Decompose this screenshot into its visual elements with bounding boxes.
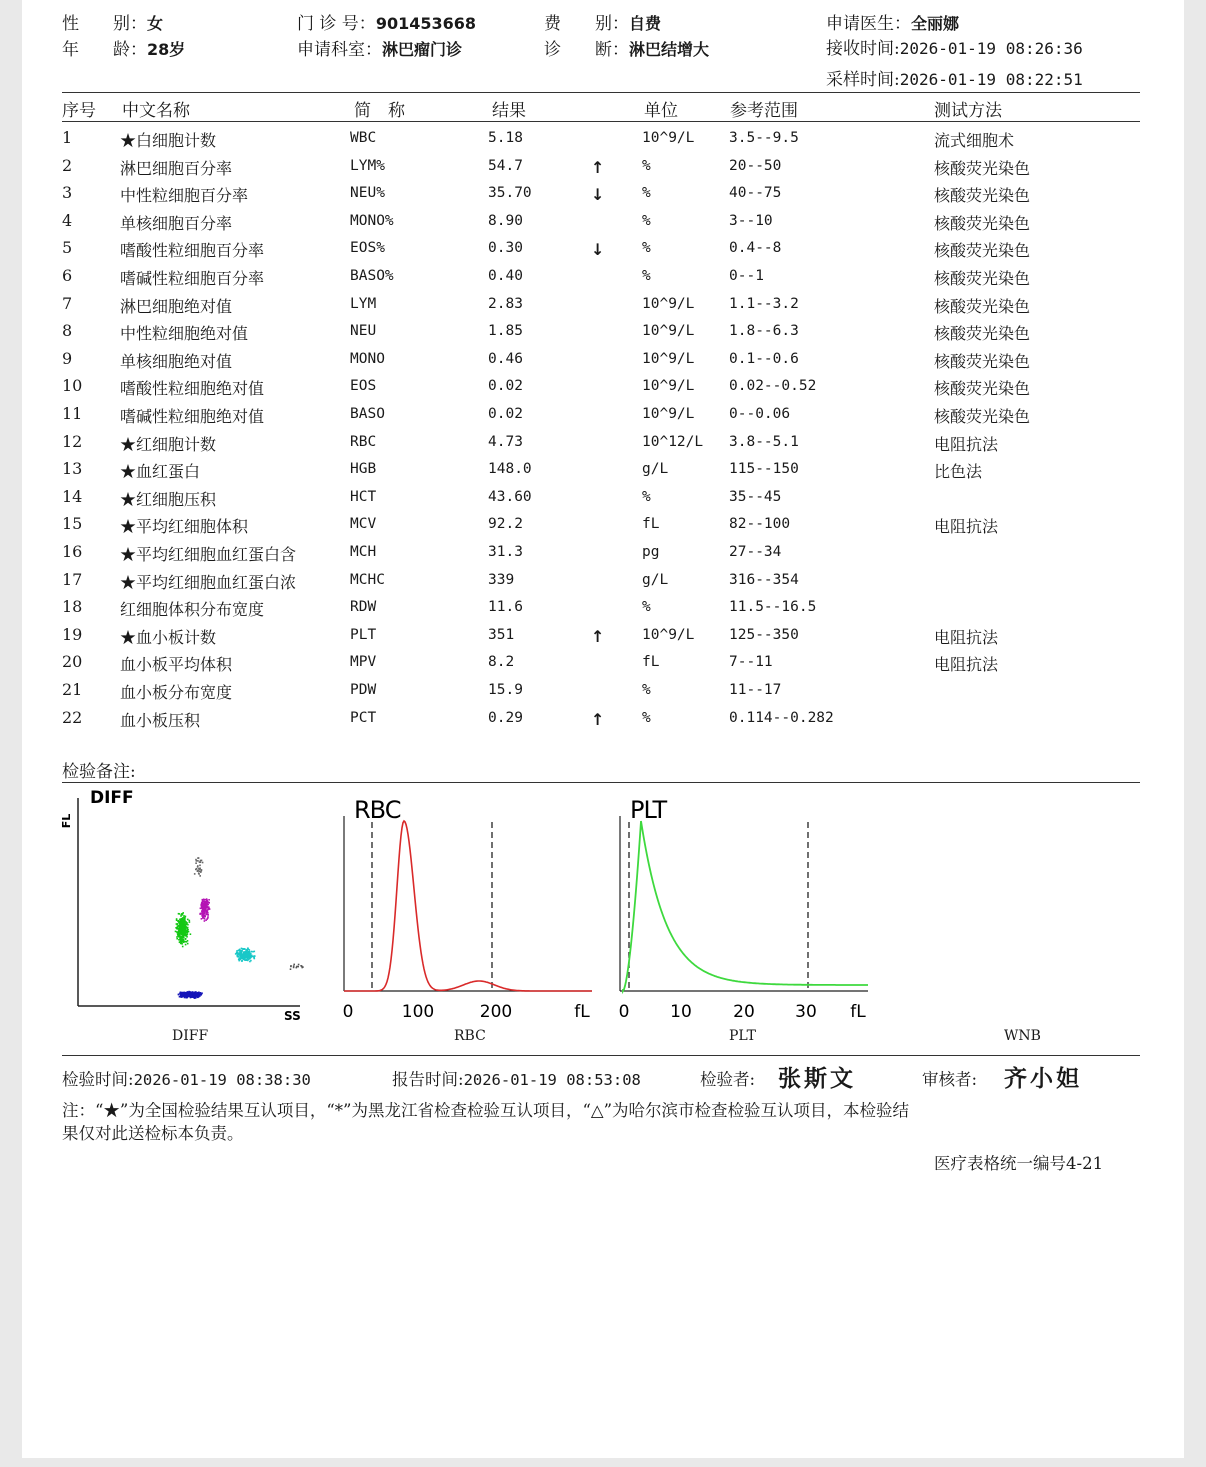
row-number: 21 <box>62 680 83 699</box>
test-unit: 10^9/L <box>642 350 695 367</box>
test-result: 0.02 <box>488 406 523 422</box>
header-top-rule <box>62 92 1140 93</box>
row-number: 1 <box>62 128 73 147</box>
test-unit: fL <box>642 516 660 533</box>
table-row <box>22 487 1184 514</box>
table-row <box>22 156 1184 183</box>
test-name: 嗜碱性粒细胞百分率 <box>120 269 265 288</box>
form-number: 医疗表格统一编号4-21 <box>934 1154 1104 1173</box>
table-row <box>22 514 1184 541</box>
test-unit: % <box>642 599 651 616</box>
plt-tick-0: 0 <box>618 1002 630 1022</box>
test-unit: % <box>642 709 651 726</box>
test-method: 核酸荧光染色 <box>934 379 1031 399</box>
test-unit: 10^9/L <box>642 323 695 340</box>
row-number: 22 <box>62 707 83 727</box>
table-row <box>22 432 1184 459</box>
test-result: 31.3 <box>488 544 523 560</box>
diff-cell-clusters <box>175 857 304 999</box>
reference-range: 11.5--16.5 <box>729 599 817 616</box>
test-method: 核酸荧光染色 <box>934 269 1031 288</box>
tester-label: 检验者: <box>700 1070 756 1089</box>
row-number: 13 <box>62 459 83 479</box>
rbc-tick-unit: fL <box>574 1002 590 1022</box>
reference-range: 0--0.06 <box>729 406 791 422</box>
table-row <box>22 652 1184 679</box>
test-abbr: RBC <box>350 433 377 450</box>
test-name: 单核细胞绝对值 <box>120 351 233 371</box>
remarks-rule <box>62 782 1140 783</box>
table-row <box>22 266 1184 293</box>
table-row <box>22 211 1184 238</box>
reference-range: 0.114--0.282 <box>729 709 834 726</box>
reviewer-label: 审核者: <box>922 1070 978 1089</box>
test-name: ★血红蛋白 <box>120 462 201 482</box>
reference-range: 20--50 <box>729 157 782 174</box>
test-name: 中性粒细胞百分率 <box>120 186 249 206</box>
test-name: 嗜碱性粒细胞绝对值 <box>120 407 265 426</box>
col-header-result: 结果 <box>492 101 526 121</box>
test-abbr: PDW <box>350 682 377 698</box>
test-abbr: MONO% <box>350 212 394 229</box>
test-abbr: MCHC <box>350 571 385 588</box>
test-result: 4.73 <box>488 433 523 450</box>
test-name: ★平均红细胞血红蛋白浓 <box>120 572 297 592</box>
rbc-tick-0: 0 <box>342 1002 354 1022</box>
row-number: 15 <box>62 514 83 534</box>
test-method: 比色法 <box>934 462 983 482</box>
reference-range: 7--11 <box>729 654 773 671</box>
test-abbr: EOS% <box>350 240 385 257</box>
test-abbr: EOS <box>350 378 377 395</box>
row-number: 8 <box>62 321 73 341</box>
table-row <box>22 238 1184 265</box>
test-unit: % <box>642 157 651 174</box>
footer-rule <box>62 1055 1140 1056</box>
reference-range: 3--10 <box>729 212 773 229</box>
test-name: 血小板平均体积 <box>120 655 233 675</box>
test-name: ★白细胞计数 <box>120 131 217 150</box>
test-name: 嗜酸性粒细胞百分率 <box>120 241 265 261</box>
test-unit: 10^9/L <box>642 626 695 643</box>
test-abbr: MCH <box>350 544 377 560</box>
test-result: 339 <box>488 571 515 588</box>
test-abbr: MONO <box>350 350 385 367</box>
abnormal-flag: ↑ <box>591 709 605 729</box>
age-field: 年 龄：28岁 <box>62 40 186 60</box>
col-header-range: 参考范围 <box>730 101 798 121</box>
table-row <box>22 183 1184 210</box>
reference-range: 115--150 <box>729 461 799 478</box>
header-bottom-rule <box>62 121 1140 122</box>
diff-scattergram <box>58 786 318 1026</box>
mutual-recognition-note-line1: 注：“★”为全国检验结果互认项目，“*”为黑龙江省检查检验互认项目，“△”为哈尔滨市检查检验互认项目，本检验结 <box>62 1101 910 1120</box>
test-method: 电阻抗法 <box>934 627 999 647</box>
plt-tick-30: 30 <box>795 1002 817 1022</box>
test-name: ★平均红细胞体积 <box>120 517 249 537</box>
test-result: 351 <box>488 626 515 643</box>
row-number: 16 <box>62 542 83 561</box>
reference-range: 40--75 <box>729 185 782 202</box>
reference-range: 125--350 <box>729 626 799 643</box>
row-number: 12 <box>62 431 83 451</box>
col-header-name: 中文名称 <box>122 101 190 121</box>
test-unit: g/L <box>642 571 669 588</box>
test-name: ★血小板计数 <box>120 627 217 647</box>
test-name: ★红细胞压积 <box>120 489 217 509</box>
test-abbr: LYM% <box>350 157 385 174</box>
col-header-no: 序号 <box>62 101 96 121</box>
test-abbr: BASO <box>350 406 385 422</box>
clinic-no-field: 门 诊 号：901453668 <box>297 14 477 34</box>
reference-range: 0--1 <box>729 268 764 284</box>
monocyte-cluster <box>235 947 256 962</box>
row-number: 7 <box>62 293 73 313</box>
plt-tick-unit: fL <box>850 1002 866 1022</box>
neutrophil-cluster <box>175 912 192 947</box>
test-unit: 10^9/L <box>642 130 695 146</box>
debris-dots <box>194 857 204 877</box>
test-unit: % <box>642 268 651 284</box>
test-unit: g/L <box>642 461 669 478</box>
mutual-recognition-note-line2: 果仅对此送检标本负责。 <box>62 1124 244 1143</box>
test-unit: % <box>642 240 651 257</box>
test-unit: pg <box>642 544 660 560</box>
table-row <box>22 459 1184 486</box>
abnormal-flag: ↑ <box>591 626 605 646</box>
col-header-method: 测试方法 <box>934 101 1002 121</box>
col-header-unit: 单位 <box>644 101 678 121</box>
test-method: 核酸荧光染色 <box>934 241 1031 261</box>
test-result: 8.2 <box>488 654 515 671</box>
test-unit: 10^9/L <box>642 295 695 312</box>
tester-signature: 张斯文 <box>778 1065 856 1092</box>
test-unit: 10^9/L <box>642 378 695 395</box>
row-number: 6 <box>62 266 73 285</box>
reference-range: 1.1--3.2 <box>729 295 799 312</box>
test-unit: 10^12/L <box>642 433 704 450</box>
test-unit: 10^9/L <box>642 406 695 422</box>
test-result: 0.40 <box>488 268 523 284</box>
rbc-histogram <box>334 786 604 1026</box>
test-method: 电阻抗法 <box>934 517 999 537</box>
abnormal-flag: ↓ <box>591 185 605 205</box>
abnormal-flag: ↑ <box>591 157 605 177</box>
test-abbr: NEU <box>350 323 377 340</box>
row-number: 4 <box>62 210 73 230</box>
test-abbr: HGB <box>350 461 377 478</box>
reference-range: 316--354 <box>729 571 799 588</box>
reference-range: 0.02--0.52 <box>729 378 817 395</box>
test-method: 核酸荧光染色 <box>934 158 1031 178</box>
test-name: 淋巴细胞绝对值 <box>120 296 233 316</box>
row-number: 20 <box>62 652 83 672</box>
reference-range: 82--100 <box>729 516 791 533</box>
test-name: ★红细胞计数 <box>120 434 217 454</box>
table-row <box>22 570 1184 597</box>
eosinophil-cluster <box>199 898 210 922</box>
lymphocyte-cluster <box>178 991 203 999</box>
outlier-dots <box>290 964 304 970</box>
test-method: 核酸荧光染色 <box>934 407 1031 426</box>
test-name: 单核细胞百分率 <box>120 213 233 233</box>
diff-title: DIFF <box>90 788 134 808</box>
sex-field: 性 别：女 <box>62 14 164 34</box>
plt-tick-10: 10 <box>670 1002 692 1022</box>
test-result: 8.90 <box>488 212 523 229</box>
test-result: 1.85 <box>488 323 523 340</box>
test-abbr: PLT <box>350 626 377 643</box>
test-unit: % <box>642 212 651 229</box>
test-result: 43.60 <box>488 488 532 505</box>
row-number: 19 <box>62 624 83 644</box>
table-row <box>22 349 1184 376</box>
test-result: 92.2 <box>488 516 523 533</box>
diff-x-axis-label: SS <box>284 1009 301 1023</box>
table-row <box>22 128 1184 155</box>
reviewer-signature: 齐小妲 <box>1004 1065 1082 1092</box>
test-time-field: 检验时间:2026-01-19 08:38:30 <box>62 1070 311 1089</box>
test-result: 0.02 <box>488 378 523 395</box>
test-result: 54.7 <box>488 157 523 174</box>
reference-range: 11--17 <box>729 682 782 698</box>
test-name: 红细胞体积分布宽度 <box>120 600 265 620</box>
plt-histogram <box>610 786 880 1026</box>
test-method: 核酸荧光染色 <box>934 296 1031 316</box>
test-method: 流式细胞术 <box>934 131 1015 150</box>
table-row <box>22 376 1184 403</box>
test-name: 淋巴细胞百分率 <box>120 158 233 178</box>
reference-range: 3.8--5.1 <box>729 433 799 450</box>
plt-title: PLT <box>630 796 667 824</box>
doctor-field: 申请医生：全丽娜 <box>826 14 960 34</box>
test-unit: % <box>642 682 651 698</box>
row-number: 17 <box>62 569 83 589</box>
row-number: 14 <box>62 486 83 506</box>
test-abbr: NEU% <box>350 185 385 202</box>
test-result: 0.30 <box>488 240 523 257</box>
row-number: 9 <box>62 348 73 368</box>
rbc-tick-200: 200 <box>479 1002 513 1022</box>
fee-type-field: 费 别：自费 <box>544 14 662 34</box>
test-name: ★平均红细胞血红蛋白含 <box>120 545 297 564</box>
test-result: 0.29 <box>488 709 523 726</box>
plt-caption: PLT <box>729 1028 756 1044</box>
table-row <box>22 542 1184 569</box>
report-time-field: 报告时间:2026-01-19 08:53:08 <box>392 1070 641 1089</box>
test-name: 血小板压积 <box>120 710 201 730</box>
table-row <box>22 625 1184 652</box>
test-method: 核酸荧光染色 <box>934 324 1031 344</box>
test-method: 核酸荧光染色 <box>934 351 1031 371</box>
test-abbr: WBC <box>350 130 377 146</box>
test-abbr: MCV <box>350 516 377 533</box>
diagnosis-field: 诊 断：淋巴结增大 <box>544 40 710 60</box>
test-abbr: MPV <box>350 654 377 671</box>
test-result: 35.70 <box>488 185 532 202</box>
reference-range: 35--45 <box>729 488 782 505</box>
lab-report-sheet <box>22 0 1184 1458</box>
rbc-caption: RBC <box>454 1028 486 1044</box>
row-number: 10 <box>62 376 83 396</box>
test-result: 0.46 <box>488 350 523 367</box>
rbc-distribution-curve <box>344 821 592 991</box>
remarks-label: 检验备注: <box>62 762 136 782</box>
reference-range: 27--34 <box>729 544 782 560</box>
table-row <box>22 680 1184 707</box>
test-unit: % <box>642 185 651 202</box>
rbc-title: RBC <box>354 796 401 824</box>
reference-range: 0.4--8 <box>729 240 782 257</box>
test-abbr: HCT <box>350 488 377 505</box>
test-name: 血小板分布宽度 <box>120 683 233 702</box>
abnormal-flag: ↓ <box>591 240 605 260</box>
reference-range: 1.8--6.3 <box>729 323 799 340</box>
test-abbr: BASO% <box>350 268 394 284</box>
test-method: 电阻抗法 <box>934 434 999 454</box>
test-abbr: RDW <box>350 599 377 616</box>
row-number: 18 <box>62 597 83 617</box>
reference-range: 3.5--9.5 <box>729 130 799 146</box>
row-number: 11 <box>62 404 83 423</box>
test-result: 11.6 <box>488 599 523 616</box>
rbc-tick-100: 100 <box>401 1002 435 1022</box>
test-result: 15.9 <box>488 682 523 698</box>
table-row <box>22 404 1184 431</box>
test-unit: fL <box>642 654 660 671</box>
test-unit: % <box>642 488 651 505</box>
row-number: 3 <box>62 183 73 203</box>
table-row <box>22 597 1184 624</box>
row-number: 2 <box>62 155 73 175</box>
test-result: 2.83 <box>488 295 523 312</box>
test-abbr: LYM <box>350 295 377 312</box>
table-row <box>22 321 1184 348</box>
test-method: 核酸荧光染色 <box>934 213 1031 233</box>
test-method: 核酸荧光染色 <box>934 186 1031 206</box>
plt-distribution-curve <box>623 821 868 991</box>
received-time-field: 接收时间:2026-01-19 08:26:36 <box>826 39 1083 59</box>
diff-caption: DIFF <box>172 1028 209 1044</box>
test-name: 嗜酸性粒细胞绝对值 <box>120 379 265 399</box>
sampled-time-field: 采样时间:2026-01-19 08:22:51 <box>826 70 1083 90</box>
department-field: 申请科室：淋巴瘤门诊 <box>297 40 463 60</box>
plt-tick-20: 20 <box>733 1002 755 1022</box>
test-result: 5.18 <box>488 130 523 146</box>
diff-y-axis-label: FL <box>60 813 73 829</box>
reference-range: 0.1--0.6 <box>729 350 799 367</box>
row-number: 5 <box>62 238 73 258</box>
table-row <box>22 294 1184 321</box>
col-header-abbr: 简 称 <box>354 101 405 121</box>
test-method: 电阻抗法 <box>934 655 999 675</box>
wnb-caption: WNB <box>1004 1028 1041 1044</box>
test-name: 中性粒细胞绝对值 <box>120 324 249 344</box>
table-row <box>22 708 1184 735</box>
test-result: 148.0 <box>488 461 532 478</box>
test-abbr: PCT <box>350 709 377 726</box>
